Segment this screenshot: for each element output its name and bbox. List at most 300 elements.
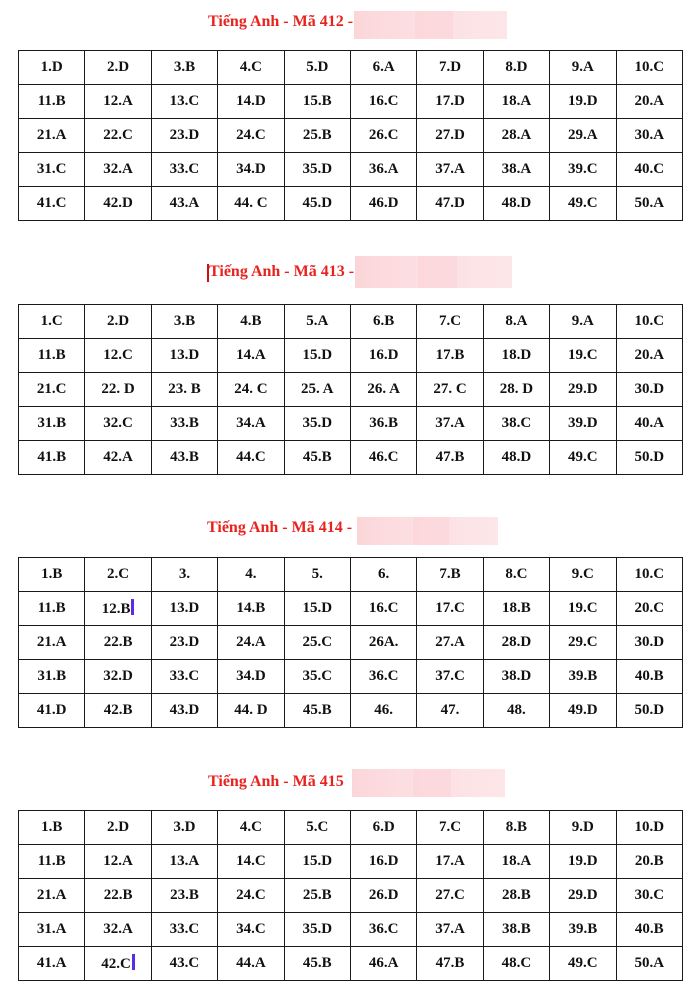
answer-text: 47. (440, 702, 460, 718)
answer-text: 31.B (37, 415, 67, 431)
answer-text: 12.B (101, 601, 131, 617)
answer-text: 30.D (634, 381, 665, 397)
answer-text: 30.C (634, 887, 665, 903)
answer-text: 46. (374, 702, 394, 718)
table-row (19, 51, 683, 85)
answer-text: 25.B (302, 887, 332, 903)
answer-text: 17.D (435, 93, 465, 109)
answer-text: 22.C (103, 127, 133, 143)
answer-cell (85, 592, 151, 626)
answer-text: 18.A (501, 853, 532, 869)
answer-text: 35.D (302, 921, 333, 937)
answer-cell (550, 305, 616, 339)
answer-cell (417, 187, 483, 221)
answer-cell (284, 694, 350, 728)
answer-cell (19, 845, 85, 879)
answer-cell (417, 85, 483, 119)
answer-text: 31.C (36, 161, 67, 177)
answer-cell (483, 947, 549, 981)
answer-cell (350, 305, 416, 339)
answer-cell (350, 85, 416, 119)
answer-cell (284, 305, 350, 339)
answer-text: 21.C (36, 381, 67, 397)
answer-cell (350, 153, 416, 187)
answer-cell (151, 441, 217, 475)
answer-cell (483, 913, 549, 947)
answer-cell (19, 592, 85, 626)
answer-text: 7.B (439, 566, 461, 582)
answer-cell (417, 660, 483, 694)
answer-cell (483, 626, 549, 660)
table-row (19, 339, 683, 373)
answer-text: 27.D (435, 127, 465, 143)
answer-text: 39.B (568, 921, 598, 937)
answer-text: 1.D (40, 59, 63, 75)
answer-cell (151, 879, 217, 913)
answer-text: 20.B (634, 853, 664, 869)
answer-text: 48.C (501, 955, 532, 971)
answer-text: 3.B (173, 59, 196, 75)
redacted-block (354, 11, 507, 39)
table-row (19, 187, 683, 221)
answer-cell (85, 558, 151, 592)
answer-text: 5.A (306, 313, 329, 329)
answer-cell (151, 187, 217, 221)
answer-cell (417, 339, 483, 373)
answer-text: 38.D (501, 668, 532, 684)
answer-cell (616, 441, 682, 475)
answer-cell (483, 407, 549, 441)
answer-cell (218, 51, 284, 85)
answer-cell (550, 558, 616, 592)
table-row (19, 694, 683, 728)
answer-text: 15.D (302, 853, 333, 869)
answer-cell (218, 558, 284, 592)
answer-text: 15.D (302, 347, 333, 363)
answer-text: 32.C (103, 415, 133, 431)
answer-text: 4. (245, 566, 257, 582)
answer-cell (616, 845, 682, 879)
answer-cell (483, 441, 549, 475)
redacted-block (357, 517, 498, 545)
answer-text: 23.B (170, 887, 199, 903)
answer-text: 2.D (107, 313, 130, 329)
answer-text: 50.A (634, 195, 665, 211)
answer-text: 40.B (634, 921, 664, 937)
answer-text: 5. (311, 566, 323, 582)
answer-text: 34.D (236, 161, 266, 177)
answer-text: 43.D (169, 702, 200, 718)
answer-text: 40.C (634, 161, 665, 177)
answer-text: 34.A (236, 415, 266, 431)
table-row (19, 85, 683, 119)
answer-cell (483, 51, 549, 85)
answer-cell (218, 879, 284, 913)
answer-text: 9.D (571, 819, 594, 835)
answer-text: 9.C (571, 566, 594, 582)
answer-text: 14.C (236, 853, 266, 869)
answer-text: 15.D (302, 600, 333, 616)
answer-cell (284, 407, 350, 441)
answer-cell (616, 305, 682, 339)
answer-text: 6.B (373, 313, 395, 329)
answer-table-413 (18, 304, 683, 475)
answer-cell (483, 660, 549, 694)
answer-text: 49.D (568, 702, 598, 718)
answer-cell (284, 187, 350, 221)
answer-text: 6.D (372, 819, 395, 835)
answer-text: 50.D (634, 449, 665, 465)
answer-text: 33.C (169, 668, 200, 684)
answer-text: 42.B (103, 702, 133, 718)
answer-cell (483, 373, 549, 407)
answer-text: 15.B (302, 93, 332, 109)
answer-cell (284, 947, 350, 981)
answer-text: 9.A (571, 59, 594, 75)
answer-text: 22. D (101, 381, 135, 397)
answer-cell (151, 119, 217, 153)
answer-cell (483, 845, 549, 879)
answer-cell (483, 811, 549, 845)
answer-text: 45.B (302, 955, 332, 971)
answer-cell (151, 947, 217, 981)
answer-text: 23. B (168, 381, 201, 397)
answer-cell (483, 879, 549, 913)
answer-text: 19.C (568, 600, 598, 616)
answer-cell (218, 592, 284, 626)
answer-cell (284, 811, 350, 845)
answer-cell (350, 947, 416, 981)
answer-cell (19, 694, 85, 728)
answer-cell (350, 845, 416, 879)
answer-cell (151, 845, 217, 879)
answer-text: 3.B (173, 313, 196, 329)
answer-text: 1.B (41, 819, 63, 835)
table-row (19, 879, 683, 913)
answer-cell (417, 441, 483, 475)
answer-text: 12.C (103, 347, 133, 363)
answer-cell (550, 441, 616, 475)
answer-cell (218, 153, 284, 187)
answer-cell (284, 845, 350, 879)
table-row (19, 913, 683, 947)
answer-cell (151, 558, 217, 592)
answer-text: 32.A (103, 161, 133, 177)
answer-text: 36.A (368, 161, 399, 177)
answer-text: 2.C (107, 566, 130, 582)
answer-cell (483, 85, 549, 119)
answer-text: 44.A (236, 955, 266, 971)
answer-text: 19.D (568, 93, 598, 109)
answer-cell (616, 85, 682, 119)
answer-text: 29.C (568, 634, 598, 650)
table-row (19, 441, 683, 475)
answer-cell (284, 339, 350, 373)
answer-cell (483, 694, 549, 728)
answer-text: 11.B (37, 853, 66, 869)
answer-text: 18.A (501, 93, 532, 109)
answer-text: 16.C (368, 93, 399, 109)
answer-text: 35.D (302, 161, 333, 177)
answer-cell (85, 913, 151, 947)
answer-text: 27. C (433, 381, 467, 397)
answer-text: 40.A (634, 415, 665, 431)
answer-text: 33.C (169, 921, 200, 937)
answer-cell (19, 339, 85, 373)
answer-cell (85, 660, 151, 694)
answer-text: 1.B (41, 566, 63, 582)
answer-cell (284, 153, 350, 187)
answer-text: 34.D (236, 668, 266, 684)
answer-cell (616, 592, 682, 626)
answer-cell (19, 441, 85, 475)
answer-cell (350, 558, 416, 592)
answer-text: 30.D (634, 634, 665, 650)
section-title: Tiếng Anh - Mã 412 - (208, 13, 354, 30)
answer-text: 4.B (240, 313, 262, 329)
answer-text: 7.D (438, 59, 462, 75)
answer-cell (350, 441, 416, 475)
answer-cell (151, 694, 217, 728)
answer-text: 8.D (505, 59, 528, 75)
answer-text: 41.A (36, 955, 67, 971)
answer-cell (483, 187, 549, 221)
answer-text: 34.C (236, 921, 266, 937)
edit-marker-icon (132, 954, 135, 970)
answer-cell (19, 879, 85, 913)
table-row (19, 558, 683, 592)
answer-cell (350, 51, 416, 85)
answer-cell (616, 947, 682, 981)
answer-text: 39.D (568, 415, 598, 431)
answer-cell (417, 913, 483, 947)
answer-text: 44.C (236, 449, 266, 465)
answer-text: 22.B (103, 634, 133, 650)
answer-cell (417, 845, 483, 879)
answer-text: 19.D (568, 853, 598, 869)
answer-cell (284, 558, 350, 592)
answer-cell (550, 845, 616, 879)
answer-text: 29.D (568, 887, 598, 903)
answer-text: 42.D (103, 195, 133, 211)
answer-cell (151, 51, 217, 85)
answer-cell (350, 879, 416, 913)
answer-text: 45.B (302, 449, 332, 465)
answer-text: 24.C (236, 127, 266, 143)
answer-cell (85, 339, 151, 373)
answer-cell (417, 811, 483, 845)
answer-text: 2.D (107, 819, 130, 835)
answer-cell (85, 187, 151, 221)
answer-text: 14.D (236, 93, 266, 109)
answer-text: 43.A (169, 195, 200, 211)
answer-cell (417, 373, 483, 407)
answer-text: 41.C (36, 195, 67, 211)
answer-cell (151, 339, 217, 373)
answer-text: 36.C (368, 668, 399, 684)
answer-text: 11.B (37, 347, 66, 363)
answer-table-412 (18, 50, 683, 221)
answer-cell (350, 119, 416, 153)
answer-text: 17.A (435, 853, 465, 869)
table-row (19, 592, 683, 626)
answer-cell (350, 373, 416, 407)
answer-text: 42.A (103, 449, 133, 465)
answer-cell (218, 85, 284, 119)
answer-text: 26. A (367, 381, 400, 397)
answer-table-415 (18, 810, 683, 981)
answer-cell (218, 913, 284, 947)
answer-text: 7.C (438, 819, 462, 835)
answer-text: 12.A (103, 93, 133, 109)
answer-cell (417, 558, 483, 592)
section-414-heading (0, 514, 700, 542)
answer-cell (218, 694, 284, 728)
answer-text: 28.D (501, 634, 532, 650)
answer-cell (151, 407, 217, 441)
answer-text: 17.C (435, 600, 465, 616)
answer-text: 25.C (302, 634, 333, 650)
answer-cell (284, 660, 350, 694)
answer-cell (19, 153, 85, 187)
answer-cell (218, 407, 284, 441)
answer-text: 20.C (634, 600, 665, 616)
answer-cell (85, 879, 151, 913)
table-row (19, 305, 683, 339)
answer-text: 3.D (173, 819, 196, 835)
answer-cell (284, 626, 350, 660)
table-row (19, 153, 683, 187)
answer-cell (350, 592, 416, 626)
answer-text: 22.B (103, 887, 133, 903)
answer-cell (19, 660, 85, 694)
answer-cell (85, 51, 151, 85)
answer-cell (85, 119, 151, 153)
answer-cell (350, 660, 416, 694)
answer-cell (85, 407, 151, 441)
answer-text: 26A. (368, 634, 399, 650)
answer-text: 12.A (103, 853, 133, 869)
answer-text: 11.B (37, 600, 66, 616)
answer-text: 23.D (169, 634, 200, 650)
answer-cell (550, 592, 616, 626)
answer-text: 46.C (368, 449, 399, 465)
answer-cell (550, 879, 616, 913)
answer-cell (550, 913, 616, 947)
answer-text: 32.A (103, 921, 133, 937)
answer-cell (85, 626, 151, 660)
answer-text: 19.C (568, 347, 598, 363)
answer-text: 26.C (368, 127, 399, 143)
answer-cell (483, 305, 549, 339)
answer-text: 10.C (634, 59, 665, 75)
answer-text: 50.A (634, 955, 665, 971)
answer-cell (218, 339, 284, 373)
answer-cell (19, 305, 85, 339)
answer-cell (19, 373, 85, 407)
table-row (19, 845, 683, 879)
table-row (19, 373, 683, 407)
answer-cell (151, 305, 217, 339)
answer-text: 46.A (368, 955, 399, 971)
answer-text: 20.A (634, 347, 665, 363)
answer-cell (417, 947, 483, 981)
answer-text: 44. C (234, 195, 268, 211)
answer-cell (550, 407, 616, 441)
answer-text: 36.B (369, 415, 399, 431)
answer-cell (85, 85, 151, 119)
table-row (19, 947, 683, 981)
answer-cell (151, 85, 217, 119)
answer-text: 48.D (501, 449, 532, 465)
answer-text: 39.C (568, 161, 598, 177)
answer-text: 41.D (36, 702, 67, 718)
answer-text: 29.D (568, 381, 598, 397)
answer-text: 35.C (302, 668, 333, 684)
answer-cell (218, 660, 284, 694)
answer-text: 21.A (36, 127, 67, 143)
answer-text: 47.D (435, 195, 465, 211)
answer-cell (19, 187, 85, 221)
answer-text: 43.B (170, 449, 199, 465)
answer-text: 14.A (236, 347, 266, 363)
answer-text: 27.C (435, 887, 465, 903)
answer-cell (550, 187, 616, 221)
section-412-heading (0, 8, 700, 36)
answer-text: 5.C (306, 819, 329, 835)
answer-text: 18.B (502, 600, 531, 616)
answer-cell (616, 660, 682, 694)
answer-cell (550, 947, 616, 981)
answer-cell (218, 305, 284, 339)
answer-cell (19, 947, 85, 981)
answer-cell (616, 879, 682, 913)
answer-text: 28.B (502, 887, 531, 903)
edit-marker-icon (131, 599, 134, 615)
answer-cell (284, 119, 350, 153)
answer-text: 23.D (169, 127, 200, 143)
answer-cell (417, 305, 483, 339)
answer-text: 3. (178, 566, 191, 582)
answer-cell (151, 153, 217, 187)
answer-text: 10.D (634, 819, 665, 835)
answer-text: 49.C (568, 955, 598, 971)
answer-cell (19, 119, 85, 153)
answer-text: 11.B (37, 93, 66, 109)
answer-text: 1.C (40, 313, 63, 329)
answer-cell (218, 187, 284, 221)
answer-cell (218, 441, 284, 475)
answer-text: 31.B (37, 668, 67, 684)
answer-text: 21.A (36, 887, 67, 903)
answer-cell (218, 947, 284, 981)
answer-text: 29.A (568, 127, 598, 143)
answer-text: 47.B (435, 955, 465, 971)
answer-cell (616, 119, 682, 153)
answer-text: 32.D (103, 668, 133, 684)
answer-cell (218, 811, 284, 845)
answer-text: 37.C (435, 668, 465, 684)
answer-text: 26.D (368, 887, 399, 903)
answer-cell (483, 119, 549, 153)
answer-cell (417, 153, 483, 187)
answer-text: 24. C (234, 381, 268, 397)
answer-text: 49.C (568, 195, 598, 211)
answer-cell (616, 811, 682, 845)
answer-text: 8.A (505, 313, 528, 329)
answer-text: 42.C (101, 956, 131, 972)
answer-cell (550, 119, 616, 153)
